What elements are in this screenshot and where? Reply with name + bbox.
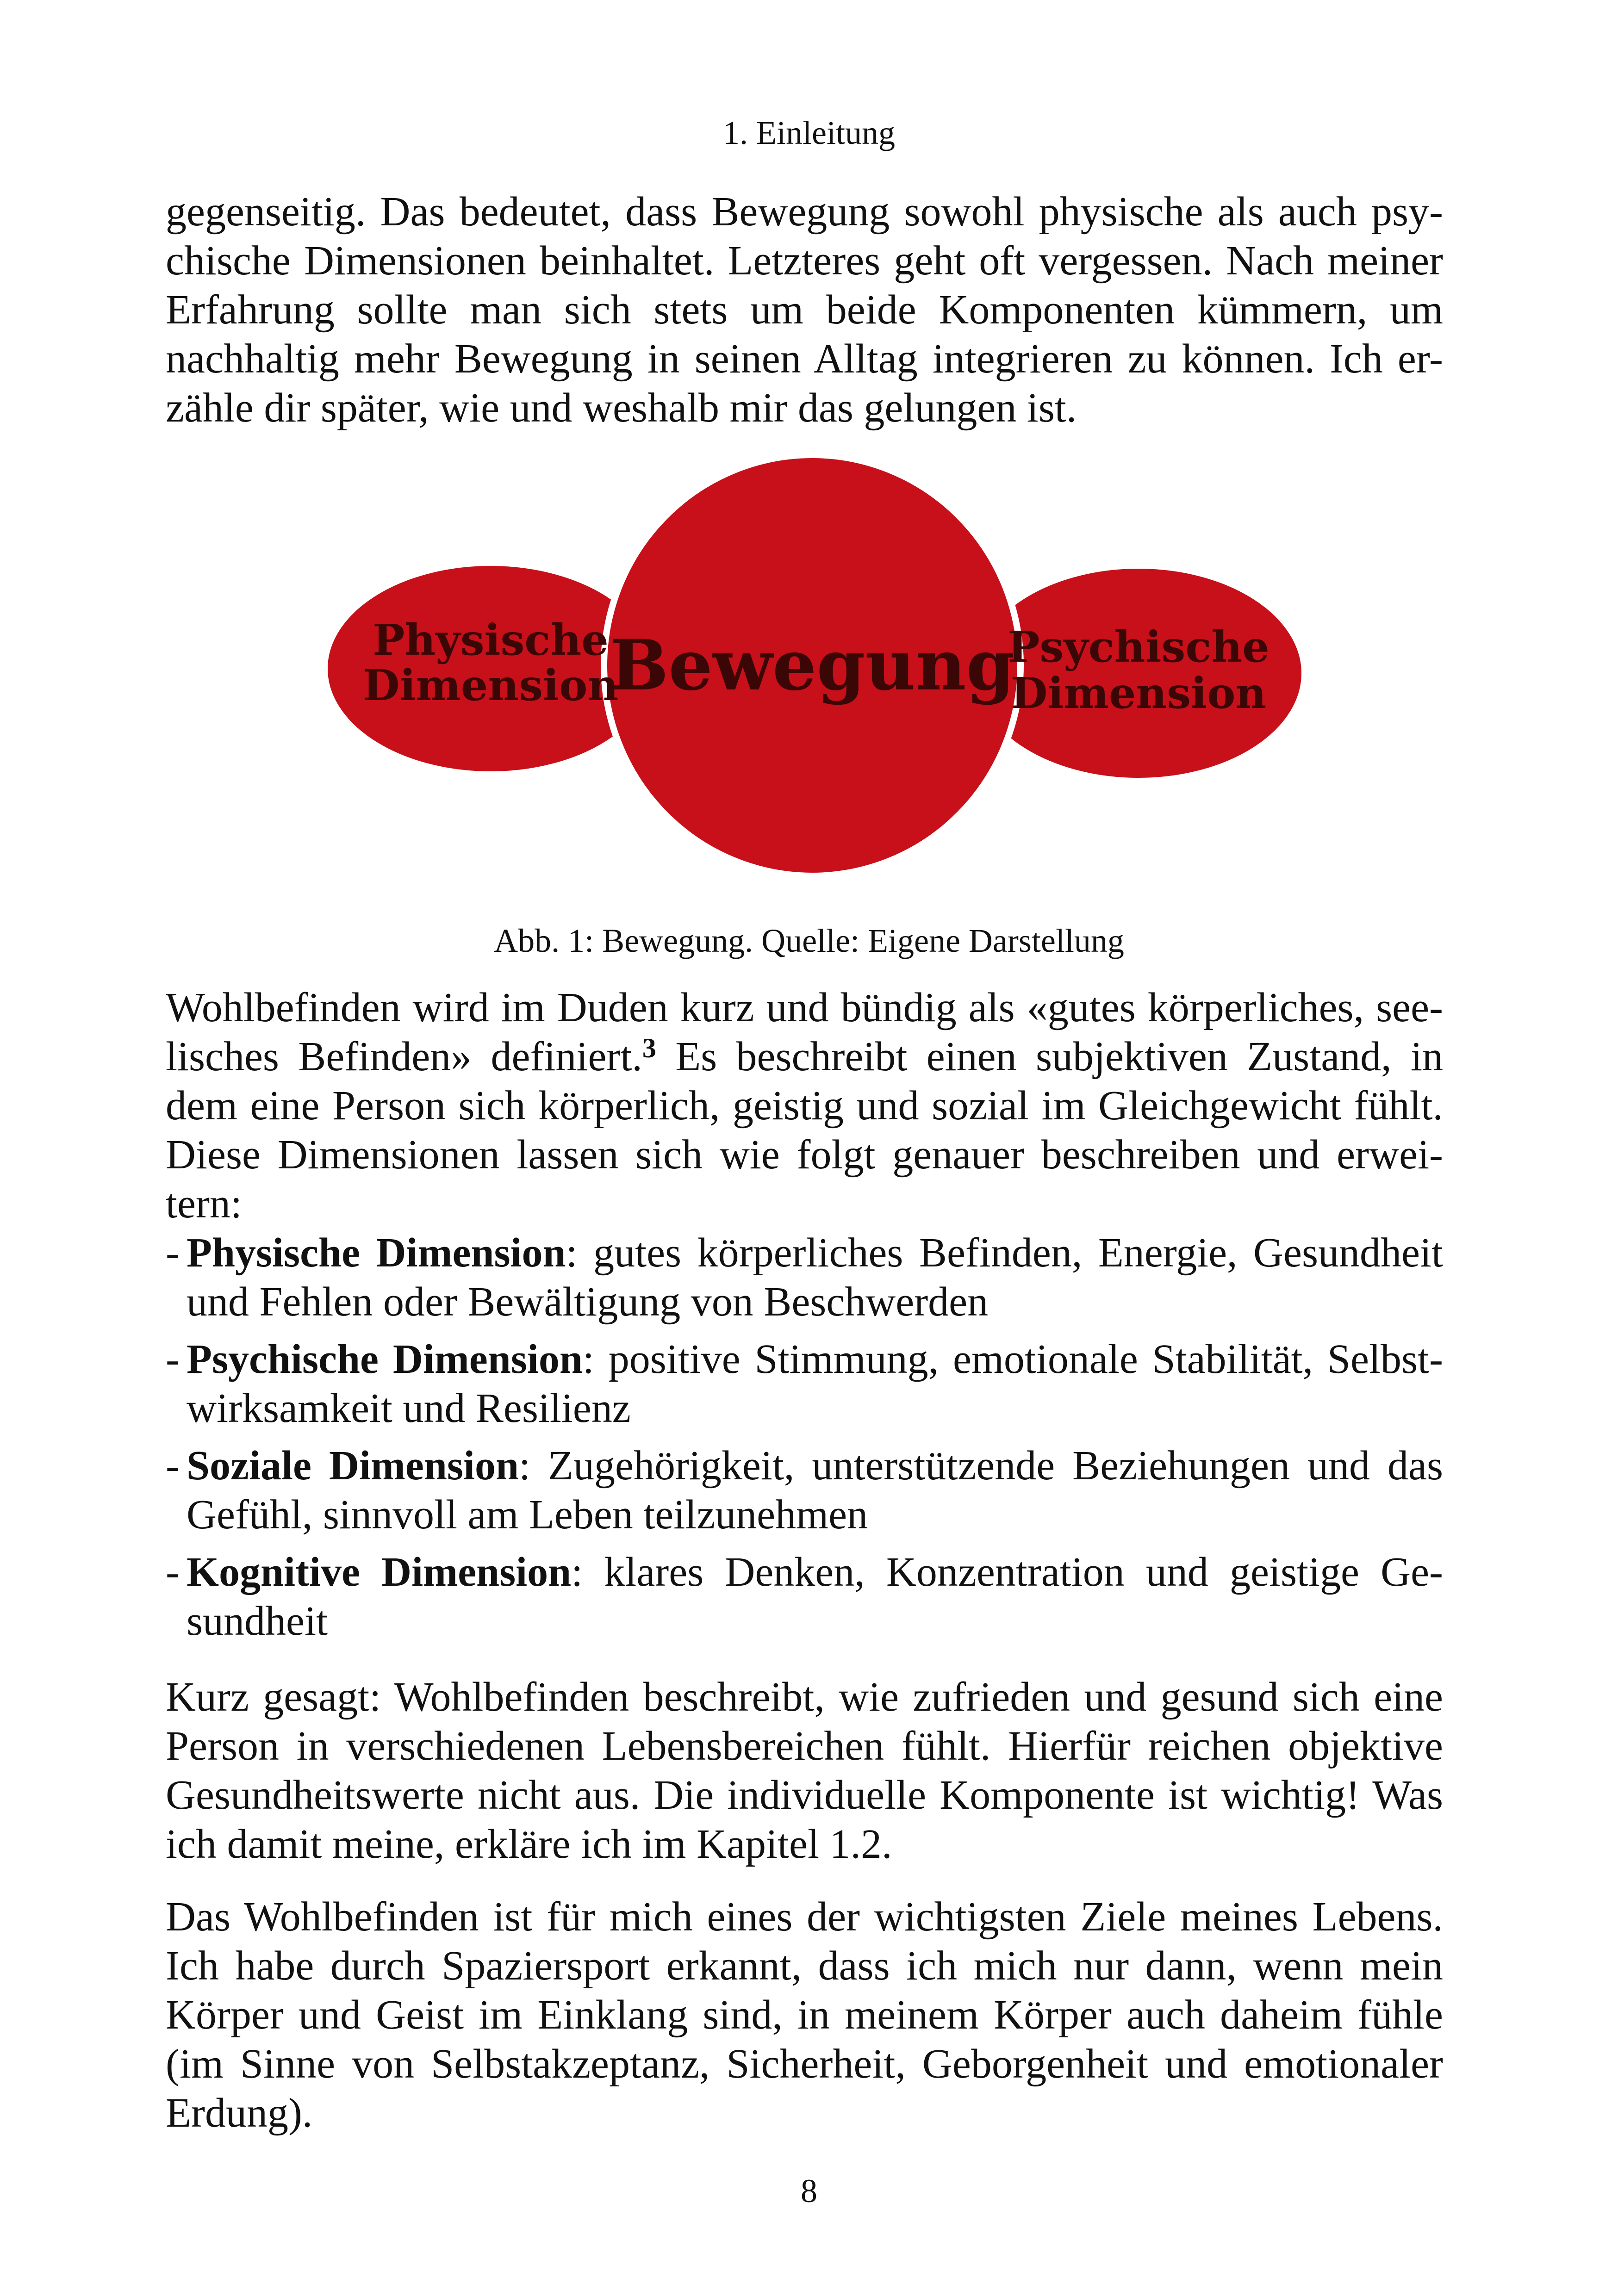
- figure-caption: Abb. 1: Bewegung. Quelle: Eigene Darstellung: [494, 922, 1124, 959]
- text-line: Gesundheitswerte nicht aus. Die individuelle Komponente ist wichtig! Was: [166, 1772, 1443, 1818]
- list-item-physical: [166, 1229, 1443, 1327]
- paragraph-personal: [166, 1893, 1443, 2138]
- paragraph-summary: [166, 1673, 1443, 1869]
- list-item-psychic: [166, 1335, 1443, 1433]
- list-description: : Zugehörigkeit, unterstützende Beziehungen und das: [519, 1443, 1443, 1489]
- text-line: (im Sinne von Selbstakzeptanz, Sicherheit, Geborgenheit und emotionaler: [166, 2041, 1443, 2087]
- list-term: Psychische Dimension: [187, 1336, 583, 1382]
- text-segment: lisches Befinden» definiert.: [166, 1034, 642, 1080]
- list-dash: -: [166, 1443, 180, 1489]
- text-line: chische Dimensionen beinhaltet. Letzteres geht oft vergessen. Nach meiner: [166, 238, 1443, 284]
- list-term: Soziale Dimension: [187, 1443, 519, 1489]
- text-line: Diese Dimensionen lassen sich wie folgt genauer beschreiben und erwei-: [166, 1132, 1443, 1178]
- text-line: nachhaltig mehr Bewegung in seinen Alltag integrieren zu können. Ich er-: [166, 336, 1443, 382]
- paragraph-intro: [166, 187, 1443, 433]
- diagram-svg: [0, 458, 1618, 884]
- list-description: : gutes körperliches Befinden, Energie, Gesundheit: [566, 1230, 1443, 1276]
- center-circle-label: Bewegung: [610, 625, 1015, 706]
- movement-diagram: [0, 458, 1618, 884]
- paragraph-wellbeing: [166, 983, 1443, 1229]
- text-line: gegenseitig. Das bedeutet, dass Bewegung sowohl physische als auch psy-: [166, 189, 1443, 235]
- list-item-line: [187, 1335, 1443, 1384]
- footnote-reference[interactable]: 3: [642, 1033, 656, 1063]
- text-line: dem eine Person sich körperlich, geistig und sozial im Gleichgewicht fühlt.: [166, 1083, 1443, 1129]
- running-header: 1. Einleitung: [723, 114, 895, 151]
- text-line: Wohlbefinden wird im Duden kurz und bündig als «gutes körperliches, see-: [166, 985, 1443, 1030]
- list-item-line: wirksamkeit und Resilienz: [187, 1385, 631, 1431]
- text-line: Körper und Geist im Einklang sind, in meinem Körper auch daheim fühle: [166, 1992, 1443, 2038]
- list-item-social: [166, 1441, 1443, 1539]
- text-line: Kurz gesagt: Wohlbefinden beschreibt, wie zufrieden und gesund sich eine: [166, 1674, 1443, 1720]
- list-item-cognitive: [166, 1548, 1443, 1646]
- left-circle-label-line2: Dimension: [362, 660, 619, 710]
- text-line: Erdung).: [166, 2090, 313, 2136]
- text-line: tern:: [166, 1181, 242, 1227]
- right-circle-label-line2: Dimension: [1010, 668, 1267, 718]
- list-dash: -: [166, 1230, 180, 1276]
- list-item-line: Gefühl, sinnvoll am Leben teilzunehmen: [187, 1492, 868, 1538]
- list-description: : positive Stimmung, emotionale Stabilität, Selbst-: [582, 1336, 1443, 1382]
- text-line: Erfahrung sollte man sich stets um beide Komponenten kümmern, um: [166, 287, 1443, 333]
- text-line: Person in verschiedenen Lebensbereichen fühlt. Hierfür reichen objektive: [166, 1723, 1443, 1769]
- list-item-line: [187, 1548, 1443, 1597]
- text-line: ich damit meine, erkläre ich im Kapitel 1.2.: [166, 1821, 892, 1867]
- list-item-line: sundheit: [187, 1598, 328, 1644]
- dimension-list: [166, 1229, 1443, 1654]
- list-dash: -: [166, 1336, 180, 1382]
- text-line: zähle dir später, wie und weshalb mir das gelungen ist.: [166, 385, 1077, 431]
- list-item-line: [187, 1441, 1443, 1490]
- text-line: [166, 1032, 1443, 1081]
- text-line: Ich habe durch Spaziersport erkannt, dass ich mich nur dann, wenn mein: [166, 1943, 1443, 1989]
- list-term: Physische Dimension: [187, 1230, 566, 1276]
- text-segment: Es beschreibt einen subjektiven Zustand, in: [656, 1034, 1443, 1080]
- list-term: Kognitive Dimension: [187, 1549, 572, 1595]
- right-circle-label-line1: Psychische: [1008, 622, 1270, 672]
- list-item-line: [187, 1229, 1443, 1278]
- list-item-line: und Fehlen oder Bewältigung von Beschwerden: [187, 1279, 989, 1325]
- list-dash: -: [166, 1549, 180, 1595]
- text-line: Das Wohlbefinden ist für mich eines der wichtigsten Ziele meines Lebens.: [166, 1894, 1443, 1940]
- page-number: 8: [801, 2172, 817, 2209]
- list-description: : klares Denken, Konzentration und geistige Ge-: [571, 1549, 1443, 1595]
- left-circle-label-line1: Physische: [373, 615, 609, 665]
